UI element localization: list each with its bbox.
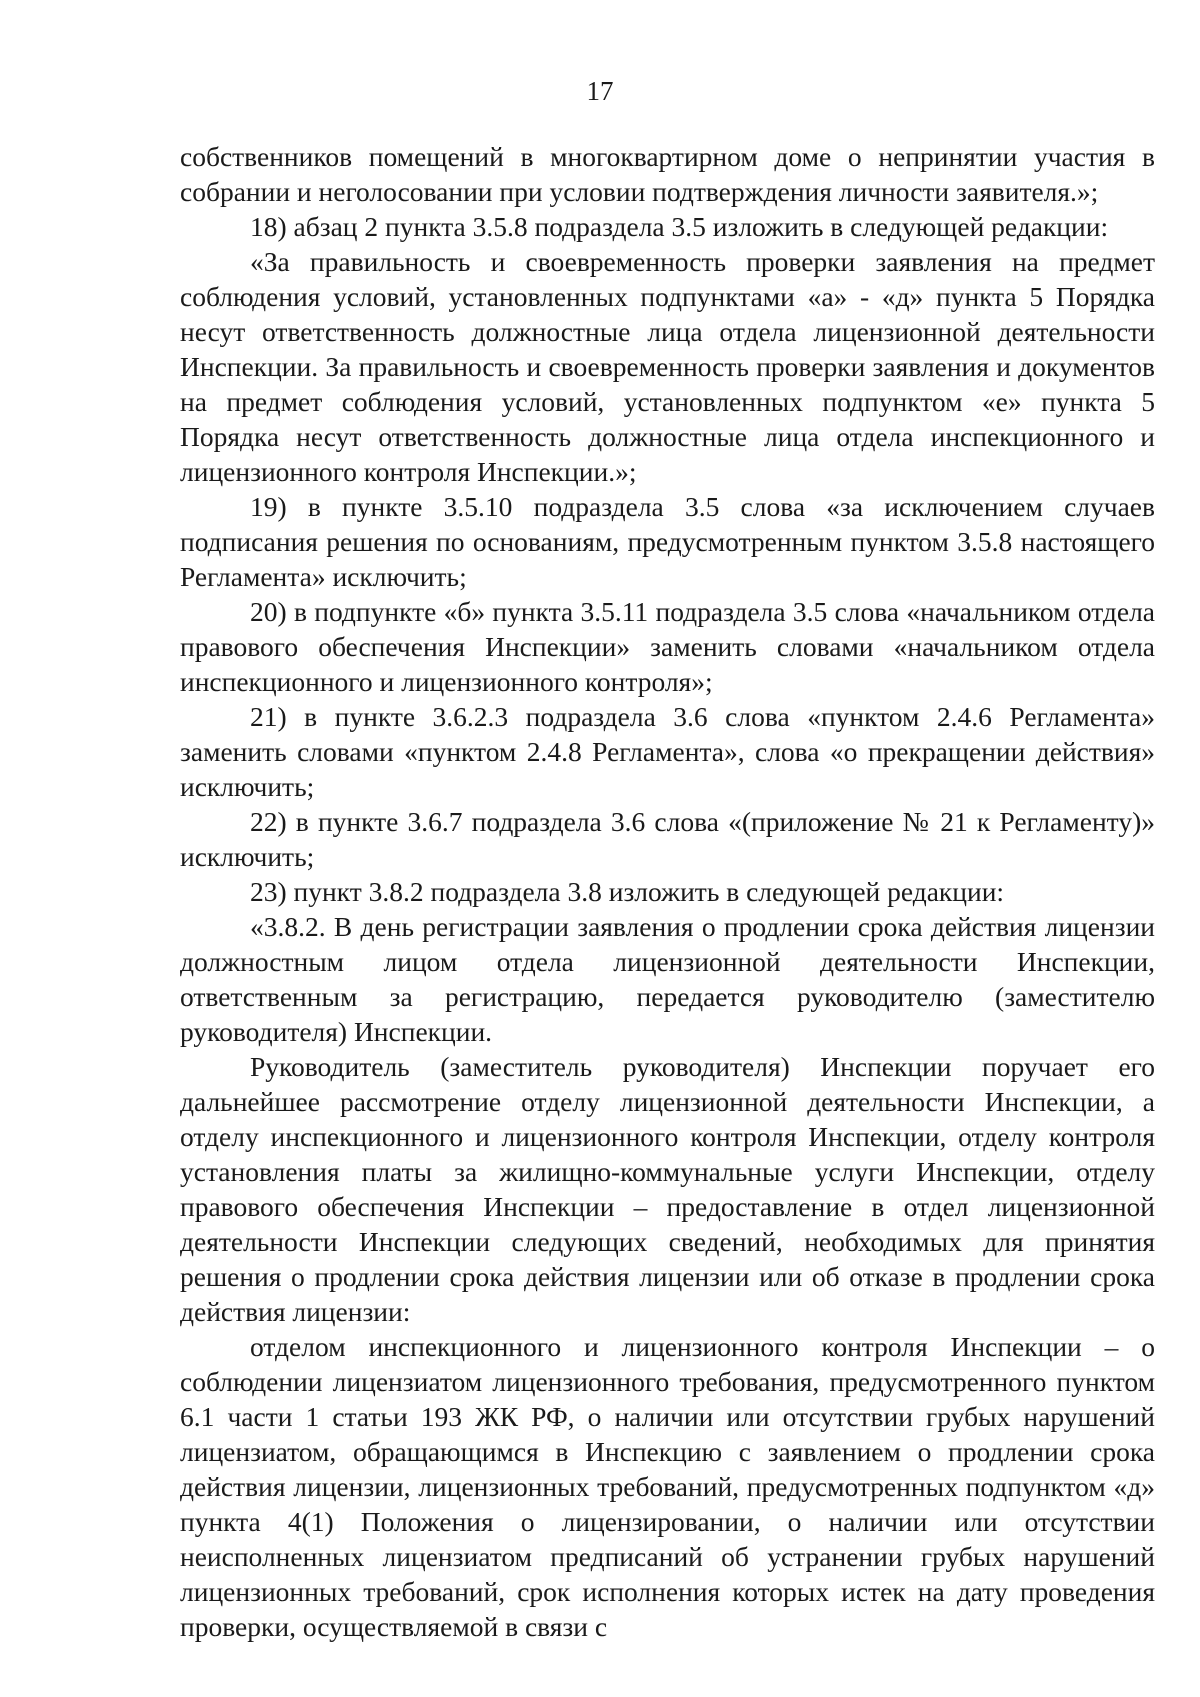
paragraph-continuation: собственников помещений в многоквартирном доме о непринятии участия в собрании и неголосовании при условии подтверждения личности заявителя.»; (180, 141, 1155, 207)
page-number: 17 (586, 76, 614, 106)
paragraph-inspection-department: отделом инспекционного и лицензионного контроля Инспекции – о соблюдении лицензиатом лицензионного требования, предусмотренного пунктом 6.1 части 1 статьи 193 ЖК РФ, о наличии или отсутствии грубых нарушений лицензиатом, обращающимся в Инспекцию с заявлением о продлении срока действия лицензии, лицензионных требований, предусмотренных подпунктом «д» пункта 4(1) Положения о лицензировании, о наличии или отсутствии неисполненных лицензиатом предписаний об устранении грубых нарушений лицензионных требований, срок исполнения которых истек на дату проведения проверки, осуществляемой в связи с (180, 1331, 1155, 1642)
paragraph-item-22: 22) в пункте 3.6.7 подраздела 3.6 слова «(приложение № 21 к Регламенту)» исключить; (180, 806, 1155, 872)
paragraph-item-21: 21) в пункте 3.6.2.3 подраздела 3.6 слова «пунктом 2.4.6 Регламента» заменить словами «пунктом 2.4.8 Регламента», слова «о прекращении действия» исключить; (180, 701, 1155, 802)
document-body (180, 139, 1155, 1644)
paragraph-quote-3-5-8: «За правильность и своевременность проверки заявления на предмет соблюдения условий, установленных подпунктами «а» - «д» пункта 5 Порядка несут ответственность должностные лица отдела лицензионной деятельности Инспекции. За правильность и своевременность проверки заявления и документов на предмет соблюдения условий, установленных подпунктом «е» пункта 5 Порядка несут ответственность должностные лица отдела инспекционного и лицензионного контроля Инспекции.»; (180, 246, 1155, 487)
paragraph-item-23: 23) пункт 3.8.2 подраздела 3.8 изложить в следующей редакции: (250, 876, 1005, 907)
paragraph-item-18: 18) абзац 2 пункта 3.5.8 подраздела 3.5 изложить в следующей редакции: (250, 211, 1109, 242)
paragraph-quote-3-8-2: «3.8.2. В день регистрации заявления о продлении срока действия лицензии должностным лицом отдела лицензионной деятельности Инспекции, ответственным за регистрацию, передается руководителю (заместителю руководителя) Инспекции. (180, 911, 1155, 1047)
paragraph-item-19: 19) в пункте 3.5.10 подраздела 3.5 слова «за исключением случаев подписания решения по основаниям, предусмотренным пунктом 3.5.8 настоящего Регламента» исключить; (180, 491, 1155, 592)
paragraph-item-20: 20) в подпункте «б» пункта 3.5.11 подраздела 3.5 слова «начальником отдела правового обеспечения Инспекции» заменить словами «начальником отдела инспекционного и лицензионного контроля»; (180, 596, 1155, 697)
paragraph-manager-instruction: Руководитель (заместитель руководителя) Инспекции поручает его дальнейшее рассмотрение отделу лицензионной деятельности Инспекции, а отделу инспекционного и лицензионного контроля Инспекции, отделу контроля установления платы за жилищно-коммунальные услуги Инспекции, отделу правового обеспечения Инспекции – предоставление в отдел лицензионной деятельности Инспекции следующих сведений, необходимых для принятия решения о продлении срока действия лицензии или об отказе в продлении срока действия лицензии: (180, 1051, 1155, 1327)
